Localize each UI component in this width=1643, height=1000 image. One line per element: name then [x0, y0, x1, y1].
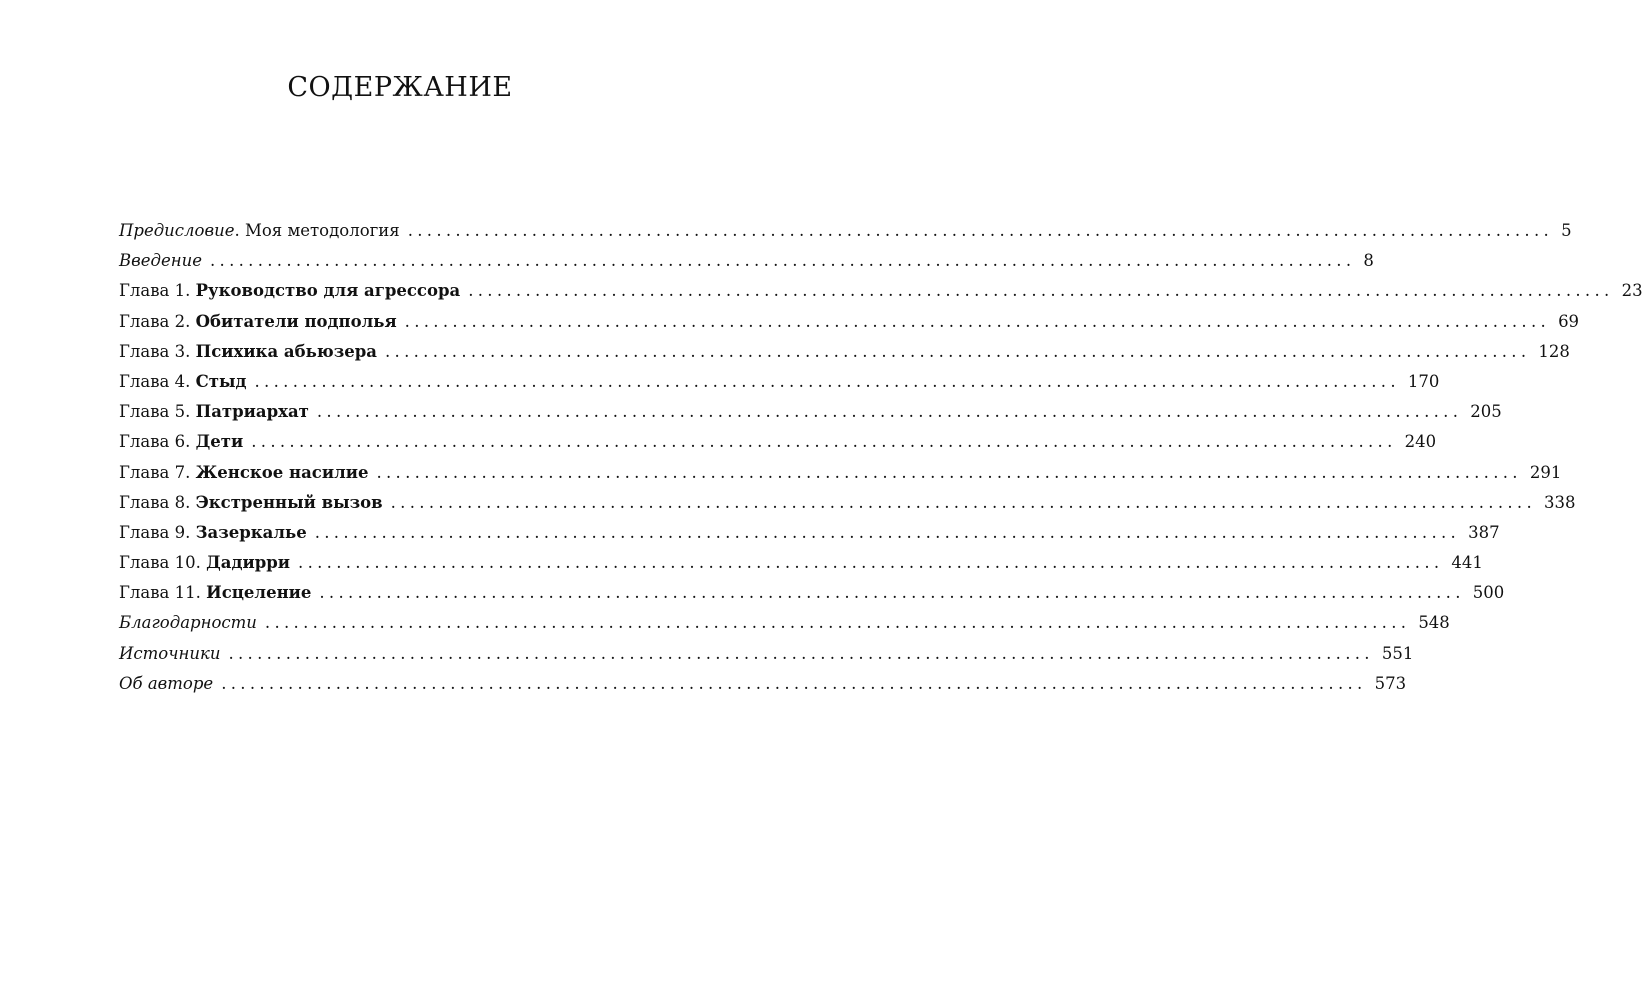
toc-entry-label — [119, 518, 307, 548]
toc-page-number: 573 — [1374, 673, 1407, 693]
toc-entry-label — [119, 246, 202, 276]
toc-entry-label — [119, 337, 377, 367]
dot-leader: ........................................................................................................................ — [390, 492, 1537, 512]
toc-entry-label — [119, 276, 460, 306]
toc-entry-title: Стыд — [195, 371, 247, 391]
toc-entry-prefix: Глава 11. — [119, 583, 207, 603]
toc-page-number: 69 — [1558, 311, 1580, 331]
dot-leader: ........................................................................................................................ — [209, 251, 1356, 271]
toc-entry-prefix: Глава 1. — [119, 281, 196, 301]
toc-page-number: 5 — [1561, 221, 1572, 240]
toc-entry-prefix: Предисловие — [119, 221, 235, 240]
toc-entry-label — [119, 397, 309, 427]
toc-entry-title: Психика абьюзера — [195, 341, 377, 361]
toc-entry-label — [119, 458, 368, 488]
table-of-contents — [119, 216, 1643, 699]
toc-page-number: 291 — [1529, 462, 1562, 482]
toc-entry — [119, 276, 1643, 306]
toc-entry — [119, 639, 1414, 669]
toc-entry-label — [119, 608, 257, 638]
toc-entry-title: Исцеление — [206, 583, 312, 603]
toc-entry-prefix: Глава 5. — [119, 402, 196, 422]
toc-entry — [119, 578, 1505, 608]
toc-entry-label — [119, 488, 383, 518]
toc-entry-title: Дети — [195, 432, 244, 452]
toc-entry-label — [119, 367, 247, 397]
toc-entry-prefix: Источники — [119, 643, 221, 663]
toc-entry — [119, 216, 1572, 246]
toc-page-number: 205 — [1470, 402, 1502, 422]
dot-leader: ........................................................................................................................ — [254, 371, 1400, 391]
dot-leader: ........................................................................................................................ — [376, 462, 1522, 482]
toc-entry-prefix: Введение — [119, 251, 202, 271]
toc-entry-prefix: Глава 4. — [119, 371, 196, 391]
toc-entry-prefix: Глава 10. — [119, 553, 207, 573]
toc-entry-title: Зазеркалье — [195, 522, 307, 542]
dot-leader: ........................................................................................................................ — [319, 583, 1465, 603]
toc-page-number: 23 — [1621, 281, 1643, 301]
toc-page-number: 551 — [1381, 643, 1414, 663]
dot-leader: ........................................................................................................................ — [264, 613, 1411, 633]
toc-page-number: 441 — [1451, 553, 1483, 573]
toc-entry — [119, 488, 1576, 518]
dot-leader: ........................................................................................................................ — [468, 281, 1614, 301]
toc-entry-label — [119, 639, 220, 669]
toc-entry-prefix: Глава 7. — [119, 462, 196, 482]
toc-entry — [119, 458, 1562, 488]
toc-page-number: 128 — [1538, 341, 1570, 361]
page-title: СОДЕРЖАНИЕ — [287, 72, 513, 103]
toc-entry — [119, 367, 1440, 397]
toc-entry — [119, 397, 1502, 427]
dot-leader: ........................................................................................................................ — [316, 402, 1463, 422]
toc-page-number: 387 — [1468, 522, 1500, 542]
toc-entry-label — [119, 427, 243, 457]
toc-entry — [119, 608, 1450, 638]
toc-page-number: 500 — [1472, 583, 1505, 603]
toc-entry — [119, 337, 1570, 367]
toc-page-number: 8 — [1363, 251, 1374, 271]
toc-entry-label — [119, 216, 400, 246]
dot-leader: ........................................................................................................................ — [384, 341, 1531, 361]
toc-entry-prefix: Глава 9. — [119, 522, 196, 542]
toc-entry — [119, 548, 1483, 578]
toc-page-number: 170 — [1407, 371, 1440, 391]
toc-entry-prefix: Глава 2. — [119, 311, 196, 331]
toc-entry-label — [119, 548, 290, 578]
toc-entry — [119, 427, 1437, 457]
toc-entry — [119, 669, 1407, 699]
dot-leader: ........................................................................................................................ — [251, 432, 1397, 452]
toc-entry-label — [119, 307, 397, 337]
dot-leader: ........................................................................................................................ — [221, 673, 1367, 693]
toc-entry-title: Экстренный вызов — [195, 492, 383, 512]
toc-page-number: 240 — [1404, 432, 1437, 452]
toc-entry-prefix: Об авторе — [119, 673, 214, 693]
toc-entry-title: . Моя методология — [234, 221, 400, 240]
toc-entry — [119, 307, 1580, 337]
toc-entry-prefix: Благодарности — [119, 613, 257, 633]
toc-entry-label — [119, 669, 213, 699]
dot-leader: ........................................................................................................................ — [228, 643, 1374, 663]
dot-leader: ........................................................................................................................ — [314, 522, 1461, 542]
toc-entry — [119, 518, 1500, 548]
dot-leader: ........................................................................................................................ — [404, 311, 1551, 331]
dot-leader: ........................................................................................................................ — [298, 553, 1444, 573]
toc-entry-prefix: Глава 8. — [119, 492, 196, 512]
toc-entry-prefix: Глава 3. — [119, 341, 196, 361]
toc-entry — [119, 246, 1374, 276]
toc-entry-title: Дадирри — [206, 553, 291, 573]
toc-entry-title: Обитатели подполья — [195, 311, 397, 331]
toc-page-number: 548 — [1418, 613, 1450, 633]
toc-entry-label — [119, 578, 311, 608]
toc-entry-title: Патриархат — [195, 402, 309, 422]
dot-leader: ........................................................................................................................ — [407, 221, 1554, 240]
toc-entry-title: Руководство для агрессора — [195, 281, 461, 301]
toc-entry-title: Женское насилие — [195, 462, 369, 482]
toc-entry-prefix: Глава 6. — [119, 432, 196, 452]
toc-page-number: 338 — [1544, 492, 1576, 512]
